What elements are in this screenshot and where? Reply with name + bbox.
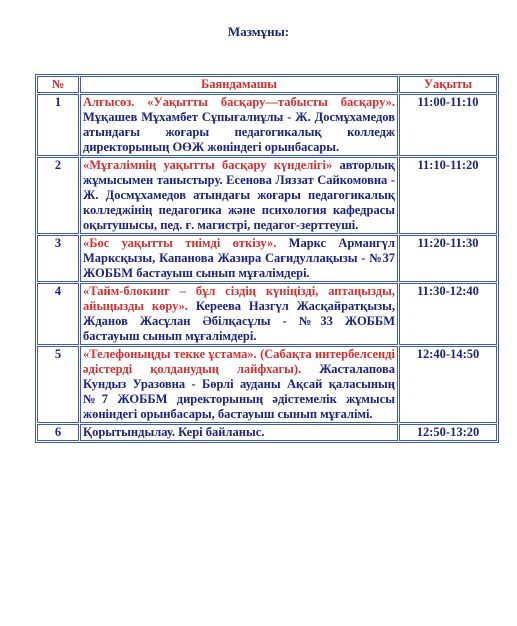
row-number: 2: [37, 157, 79, 234]
table-row: [37, 235, 497, 282]
row-time: 12:40-14:50: [399, 346, 497, 423]
page-title: Мазмұны:: [227, 24, 290, 39]
row-description: [80, 235, 398, 282]
row-speaker: Жасталапова Кундыз Уразовна - Бөрлі ауданы Ақсай қаласының №7 ЖОББМ директорының әдістемелік жұмысы жөніндегі орынбасары, бастауыш сынып мұғалімі.: [83, 362, 395, 421]
row-number: 5: [37, 346, 79, 423]
row-description: [80, 346, 398, 423]
row-topic: «Мұғалімнің уақытты басқару күнделігі»: [83, 158, 333, 172]
row-time: 11:30-12:40: [399, 283, 497, 345]
row-topic: «Тайм-блокинг – бұл сіздің күніңізді, аптаңызды, айыңызды көру».: [83, 284, 395, 313]
row-number: 3: [37, 235, 79, 282]
row-time: 11:20-11:30: [399, 235, 497, 282]
row-speaker: Маркс Армангүл Марксқызы, Капанова Жазира Сағидуллақызы - №37 ЖОББМ бастауыш сынып мұғалімдері.: [83, 236, 395, 280]
table-row: [37, 346, 497, 423]
row-description: [80, 94, 398, 156]
row-time: 11:10-11:20: [399, 157, 497, 234]
row-number: 6: [37, 424, 79, 441]
row-topic: «Телефоныңды текке ұстама». (Сабақта интербелсенді әдістерді қолданудың лайфхагы).: [83, 347, 395, 376]
table-row: [37, 94, 497, 156]
header-number: №: [37, 76, 79, 93]
table-row: [37, 424, 497, 441]
row-description: [80, 283, 398, 345]
agenda-table: [35, 74, 499, 443]
row-time: 12:50-13:20: [399, 424, 497, 441]
table-header-row: [37, 76, 497, 93]
row-topic: Алғысөз. «Уақытты басқару—табысты басқару».: [83, 95, 395, 109]
row-speaker: Қорытындылау. Кері байланыс.: [83, 425, 265, 439]
row-speaker: Мұқашев Мұхамбет Сұпығалиұлы - Ж. Досмұхамедов атындағы жоғары педагогикалық колледж директорының ОӨЖ жөніндегі орынбасары.: [83, 110, 395, 154]
row-time: 11:00-11:10: [399, 94, 497, 156]
row-number: 1: [37, 94, 79, 156]
table-row: [37, 283, 497, 345]
header-time: Уақыты: [399, 76, 497, 93]
row-number: 4: [37, 283, 79, 345]
row-description: [80, 157, 398, 234]
table-row: [37, 157, 497, 234]
row-speaker: Кереева Назгүл Жасқайратқызы, Жданов Жасұлан Әбілқасұлы - №33 ЖОББМ бастауыш сынып мұғалімдері.: [83, 299, 395, 343]
row-speaker: авторлық жұмысымен таныстыру. Есенова Ляззат Сайкомовна - Ж. Досмұхамедов атындағы жоғары педагогикалық колледжінің педагогика және психология кафедрасы оқытушысы, пед. ғ. магистрі, педагог-зерттеуші.: [83, 158, 396, 232]
header-speaker: Баяндамашы: [80, 76, 398, 93]
row-description: [80, 424, 398, 441]
row-topic: «Бос уақытты тиімді өткізу».: [83, 236, 277, 250]
